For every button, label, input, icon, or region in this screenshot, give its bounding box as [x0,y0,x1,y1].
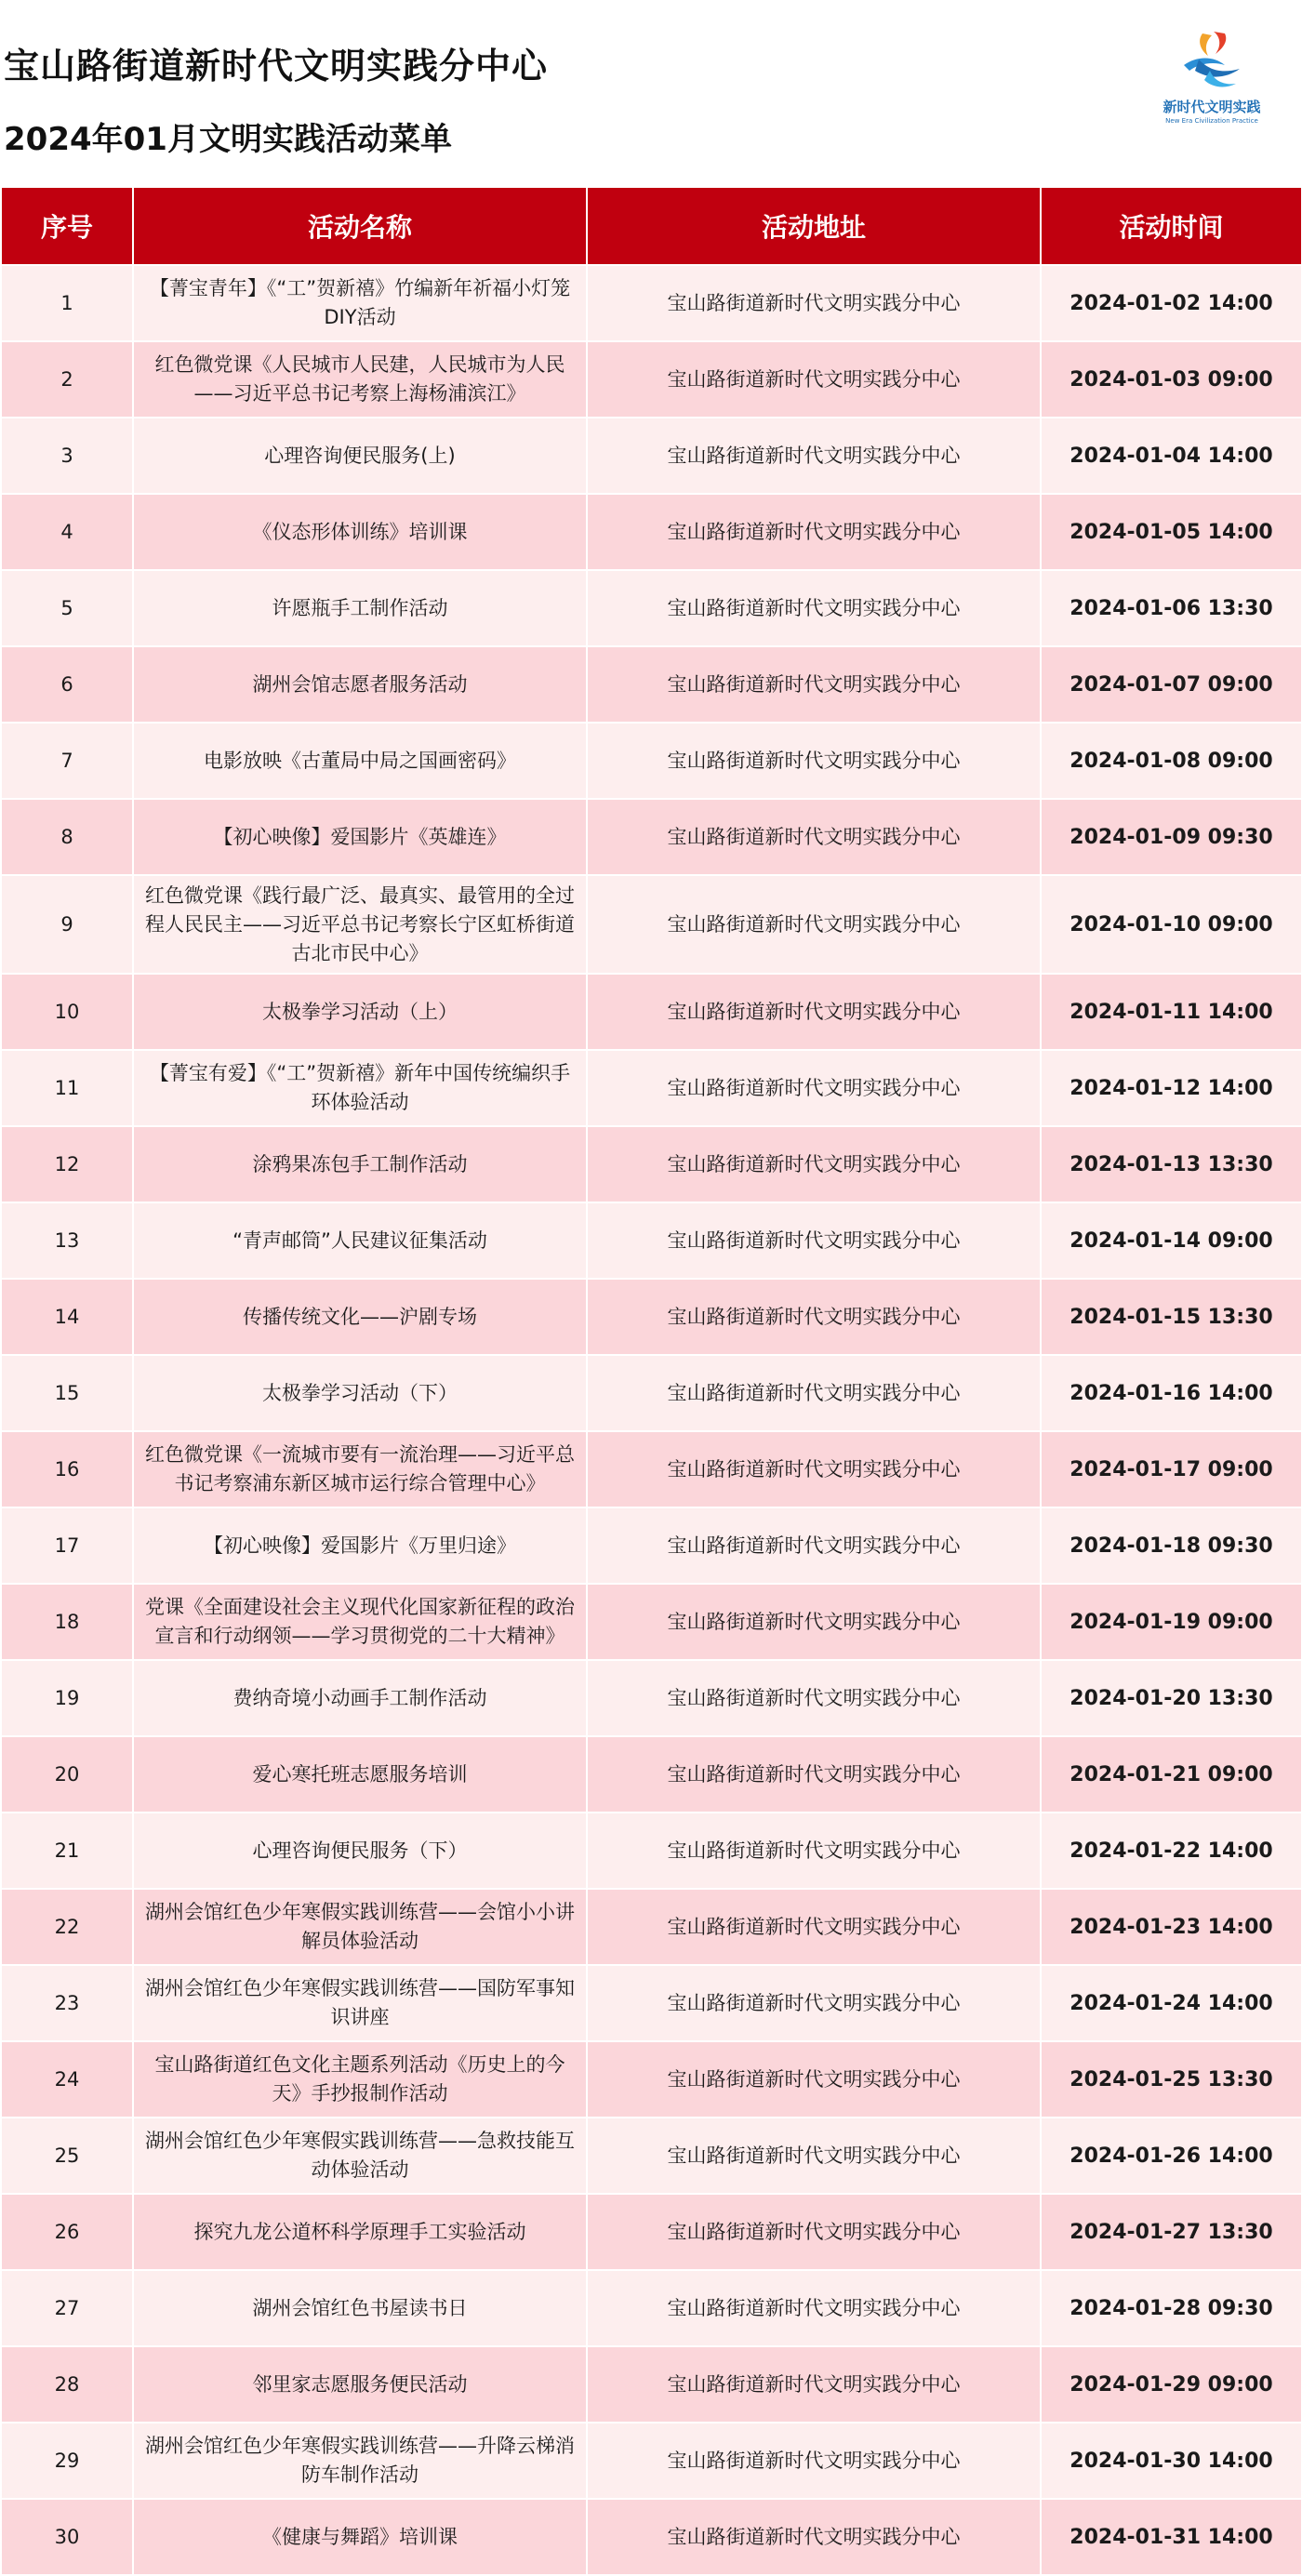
row-activity-name: 宝山路街道红色文化主题系列活动《历史上的今天》手抄报制作活动 [133,2041,587,2118]
column-header-no: 序号 [1,187,133,265]
row-activity-name: 【菁宝有爱】《“工”贺新禧》新年中国传统编织手环体验活动 [133,1050,587,1126]
row-activity-name: 爱心寒托班志愿服务培训 [133,1736,587,1812]
row-address: 宝山路街道新时代文明实践分中心 [587,570,1041,646]
row-no: 11 [1,1050,133,1126]
table-row [1,875,1302,974]
row-activity-name: 红色微党课《人民城市人民建，人民城市为人民——习近平总书记考察上海杨浦滨江》 [133,341,587,418]
row-address: 宝山路街道新时代文明实践分中心 [587,1202,1041,1279]
table-row [1,2041,1302,2118]
row-activity-name: 邻里家志愿服务便民活动 [133,2346,587,2423]
row-address: 宝山路街道新时代文明实践分中心 [587,1584,1041,1660]
table-row [1,1050,1302,1126]
row-activity-name: 湖州会馆志愿者服务活动 [133,646,587,723]
row-time: 2024-01-07 09:00 [1041,646,1302,723]
row-no: 30 [1,2499,133,2575]
table-row [1,265,1302,341]
row-time: 2024-01-05 14:00 [1041,494,1302,570]
table-row [1,2270,1302,2346]
column-header-address: 活动地址 [587,187,1041,265]
row-time: 2024-01-04 14:00 [1041,418,1302,494]
row-address: 宝山路街道新时代文明实践分中心 [587,1355,1041,1431]
row-no: 10 [1,974,133,1050]
row-activity-name: 【菁宝青年】《“工”贺新禧》竹编新年祈福小灯笼DIY活动 [133,265,587,341]
row-no: 6 [1,646,133,723]
table-row [1,1660,1302,1736]
row-activity-name: 太极拳学习活动（下） [133,1355,587,1431]
row-activity-name: 心理咨询便民服务(上) [133,418,587,494]
logo-subtext: New Era Civilization Practice [1165,117,1258,125]
row-activity-name: 湖州会馆红色少年寒假实践训练营——会馆小小讲解员体验活动 [133,1889,587,1965]
row-address: 宝山路街道新时代文明实践分中心 [587,494,1041,570]
column-header-time: 活动时间 [1041,187,1302,265]
table-row [1,570,1302,646]
row-no: 7 [1,723,133,799]
row-no: 27 [1,2270,133,2346]
row-time: 2024-01-16 14:00 [1041,1355,1302,1431]
row-no: 29 [1,2423,133,2499]
row-no: 24 [1,2041,133,2118]
row-activity-name: 湖州会馆红色少年寒假实践训练营——国防军事知识讲座 [133,1965,587,2041]
row-time: 2024-01-20 13:30 [1041,1660,1302,1736]
row-address: 宝山路街道新时代文明实践分中心 [587,799,1041,875]
row-time: 2024-01-08 09:00 [1041,723,1302,799]
row-no: 26 [1,2194,133,2270]
row-activity-name: 电影放映《古董局中局之国画密码》 [133,723,587,799]
row-time: 2024-01-22 14:00 [1041,1812,1302,1889]
row-no: 25 [1,2118,133,2194]
row-no: 22 [1,1889,133,1965]
row-time: 2024-01-23 14:00 [1041,1889,1302,1965]
table-row [1,723,1302,799]
row-time: 2024-01-11 14:00 [1041,974,1302,1050]
row-address: 宝山路街道新时代文明实践分中心 [587,2346,1041,2423]
table-body [1,265,1302,2575]
row-address: 宝山路街道新时代文明实践分中心 [587,875,1041,974]
row-time: 2024-01-24 14:00 [1041,1965,1302,2041]
row-activity-name: 传播传统文化——沪剧专场 [133,1279,587,1355]
table-row [1,1965,1302,2041]
row-time: 2024-01-31 14:00 [1041,2499,1302,2575]
table-row [1,2499,1302,2575]
civilization-practice-logo [1142,28,1282,139]
row-activity-name: 探究九龙公道杯科学原理手工实验活动 [133,2194,587,2270]
row-address: 宝山路街道新时代文明实践分中心 [587,723,1041,799]
row-no: 1 [1,265,133,341]
row-activity-name: 湖州会馆红色少年寒假实践训练营——急救技能互动体验活动 [133,2118,587,2194]
table-row [1,2423,1302,2499]
row-activity-name: “青声邮筒”人民建议征集活动 [133,1202,587,1279]
row-time: 2024-01-03 09:00 [1041,341,1302,418]
row-activity-name: 湖州会馆红色书屋读书日 [133,2270,587,2346]
row-activity-name: 党课《全面建设社会主义现代化国家新征程的政治宣言和行动纲领——学习贯彻党的二十大精神》 [133,1584,587,1660]
table-row [1,1355,1302,1431]
row-no: 19 [1,1660,133,1736]
table-row [1,1126,1302,1202]
row-time: 2024-01-09 09:30 [1041,799,1302,875]
table-row [1,1202,1302,1279]
row-time: 2024-01-14 09:00 [1041,1202,1302,1279]
row-no: 15 [1,1355,133,1431]
row-address: 宝山路街道新时代文明实践分中心 [587,646,1041,723]
row-activity-name: 红色微党课《践行最广泛、最真实、最管用的全过程人民民主——习近平总书记考察长宁区虹桥街道古北市民中心》 [133,875,587,974]
table-row [1,1812,1302,1889]
row-activity-name: 心理咨询便民服务（下） [133,1812,587,1889]
table-row [1,2194,1302,2270]
table-row [1,1507,1302,1584]
row-activity-name: 费纳奇境小动画手工制作活动 [133,1660,587,1736]
row-no: 20 [1,1736,133,1812]
table-row [1,974,1302,1050]
row-activity-name: 《健康与舞蹈》培训课 [133,2499,587,2575]
row-no: 3 [1,418,133,494]
row-address: 宝山路街道新时代文明实践分中心 [587,1660,1041,1736]
table-row [1,1279,1302,1355]
row-time: 2024-01-18 09:30 [1041,1507,1302,1584]
row-no: 9 [1,875,133,974]
row-activity-name: 《仪态形体训练》培训课 [133,494,587,570]
row-time: 2024-01-29 09:00 [1041,2346,1302,2423]
row-time: 2024-01-30 14:00 [1041,2423,1302,2499]
table-row [1,2346,1302,2423]
row-address: 宝山路街道新时代文明实践分中心 [587,418,1041,494]
row-address: 宝山路街道新时代文明实践分中心 [587,1507,1041,1584]
row-no: 23 [1,1965,133,2041]
activity-table [0,186,1302,2576]
table-header-row [1,187,1302,265]
row-activity-name: 【初心映像】爱国影片《英雄连》 [133,799,587,875]
table-row [1,1889,1302,1965]
row-address: 宝山路街道新时代文明实践分中心 [587,2270,1041,2346]
table-row [1,646,1302,723]
page-subtitle: 2024年01月文明实践活动菜单 [4,121,452,158]
row-no: 14 [1,1279,133,1355]
row-no: 13 [1,1202,133,1279]
table-row [1,1584,1302,1660]
row-time: 2024-01-06 13:30 [1041,570,1302,646]
row-activity-name: 红色微党课《一流城市要有一流治理——习近平总书记考察浦东新区城市运行综合管理中心》 [133,1431,587,1507]
row-address: 宝山路街道新时代文明实践分中心 [587,2194,1041,2270]
logo-text: 新时代文明实践 [1162,99,1261,115]
row-address: 宝山路街道新时代文明实践分中心 [587,1812,1041,1889]
row-no: 21 [1,1812,133,1889]
row-address: 宝山路街道新时代文明实践分中心 [587,1889,1041,1965]
row-time: 2024-01-13 13:30 [1041,1126,1302,1202]
row-time: 2024-01-02 14:00 [1041,265,1302,341]
row-address: 宝山路街道新时代文明实践分中心 [587,2118,1041,2194]
row-activity-name: 湖州会馆红色少年寒假实践训练营——升降云梯消防车制作活动 [133,2423,587,2499]
table-row [1,494,1302,570]
row-address: 宝山路街道新时代文明实践分中心 [587,1431,1041,1507]
row-time: 2024-01-10 09:00 [1041,875,1302,974]
table-row [1,1431,1302,1507]
row-address: 宝山路街道新时代文明实践分中心 [587,2499,1041,2575]
row-time: 2024-01-21 09:00 [1041,1736,1302,1812]
row-time: 2024-01-26 14:00 [1041,2118,1302,2194]
row-no: 28 [1,2346,133,2423]
row-time: 2024-01-25 13:30 [1041,2041,1302,2118]
row-activity-name: 【初心映像】爱国影片《万里归途》 [133,1507,587,1584]
row-no: 5 [1,570,133,646]
row-address: 宝山路街道新时代文明实践分中心 [587,2041,1041,2118]
row-address: 宝山路街道新时代文明实践分中心 [587,1965,1041,2041]
page-title: 宝山路街道新时代文明实践分中心 [4,46,549,86]
row-address: 宝山路街道新时代文明实践分中心 [587,1050,1041,1126]
row-activity-name: 涂鸦果冻包手工制作活动 [133,1126,587,1202]
column-header-name: 活动名称 [133,187,587,265]
logo-emblem-icon [1176,28,1247,95]
row-no: 16 [1,1431,133,1507]
row-no: 18 [1,1584,133,1660]
row-activity-name: 许愿瓶手工制作活动 [133,570,587,646]
row-time: 2024-01-27 13:30 [1041,2194,1302,2270]
table-row [1,1736,1302,1812]
table-row [1,341,1302,418]
row-time: 2024-01-15 13:30 [1041,1279,1302,1355]
row-time: 2024-01-17 09:00 [1041,1431,1302,1507]
row-address: 宝山路街道新时代文明实践分中心 [587,1736,1041,1812]
row-no: 2 [1,341,133,418]
page-header [0,0,1302,186]
row-address: 宝山路街道新时代文明实践分中心 [587,265,1041,341]
row-no: 8 [1,799,133,875]
table-row [1,799,1302,875]
row-address: 宝山路街道新时代文明实践分中心 [587,1126,1041,1202]
row-no: 17 [1,1507,133,1584]
row-activity-name: 太极拳学习活动（上） [133,974,587,1050]
row-address: 宝山路街道新时代文明实践分中心 [587,974,1041,1050]
table-row [1,2118,1302,2194]
row-address: 宝山路街道新时代文明实践分中心 [587,2423,1041,2499]
row-address: 宝山路街道新时代文明实践分中心 [587,341,1041,418]
row-no: 4 [1,494,133,570]
table-row [1,418,1302,494]
row-address: 宝山路街道新时代文明实践分中心 [587,1279,1041,1355]
row-time: 2024-01-28 09:30 [1041,2270,1302,2346]
row-time: 2024-01-19 09:00 [1041,1584,1302,1660]
row-time: 2024-01-12 14:00 [1041,1050,1302,1126]
row-no: 12 [1,1126,133,1202]
